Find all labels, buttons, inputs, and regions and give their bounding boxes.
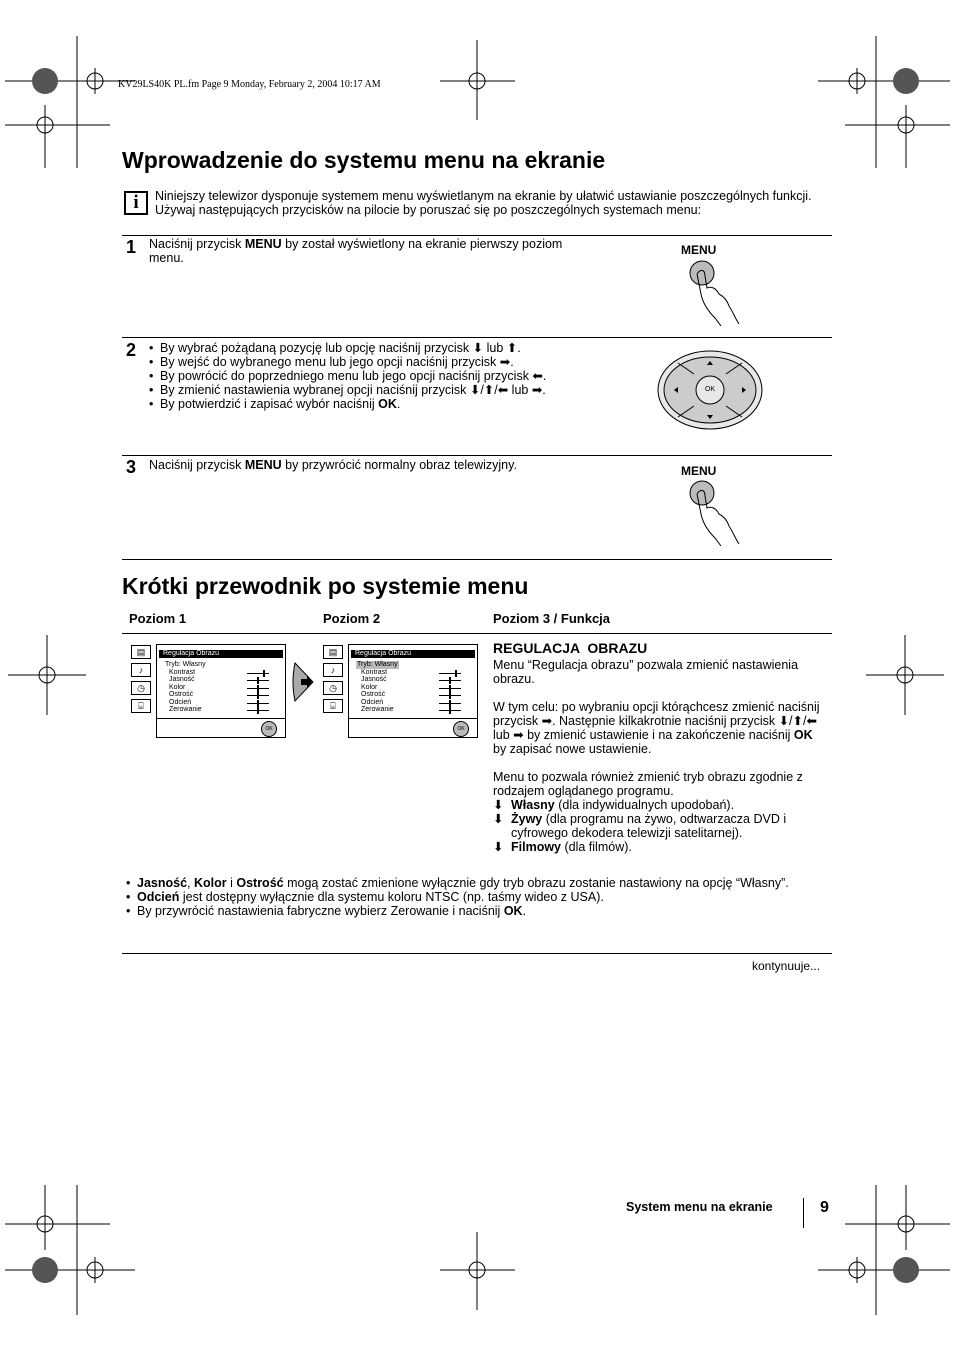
level3-heading: Poziom 3 / Funkcja: [493, 611, 611, 626]
paragraph: Menu “Regulacja obrazu” pozwala zmienić nastawienia obrazu.: [493, 658, 799, 686]
info-icon: i: [124, 191, 148, 215]
list-item: • By wybrać pożądaną pozycję lub opcję naciśnij przycisk ⬇ lub ⬆.: [148, 341, 618, 355]
divider: [122, 235, 832, 236]
hand-pressing-menu-icon: [683, 258, 743, 326]
slider-kolor: [439, 688, 461, 689]
file-meta-header: KV29LS40K PL.fm Page 9 Monday, February 2, 2004 10:17 AM: [118, 79, 381, 90]
divider: [122, 337, 832, 338]
slider-jasnosc: [247, 680, 269, 681]
menu-item: Zerowanie: [169, 706, 202, 713]
menu-item: Odcień: [361, 699, 384, 706]
menu-item: Kolor: [169, 684, 186, 691]
slider-ostrosc: [439, 695, 461, 696]
menu-item: Kontrast: [169, 669, 196, 676]
picture-menu-icon: ▤: [131, 645, 151, 659]
menu-item: Kolor: [361, 684, 378, 691]
function-description: [493, 658, 828, 854]
footer-divider: [803, 1198, 804, 1228]
step2-list: [148, 341, 618, 411]
level1-menu-screen: [156, 644, 286, 738]
list-item: • By przywrócić nastawienia fabryczne wybierz Zerowanie i naciśnij OK.: [125, 904, 805, 918]
notes-list: [125, 876, 805, 918]
level1-heading: Poziom 1: [129, 611, 187, 626]
setup-menu-icon: ⌸: [323, 699, 343, 713]
divider: [122, 953, 832, 954]
picture-menu-icon: ▤: [323, 645, 343, 659]
step3-text: Naciśnij przycisk MENU by przywrócić normalny obraz telewizyjny.: [149, 458, 517, 472]
list-item: • Odcień jest dostępny wyłącznie dla systemu koloru NTSC (np. taśmy wideo z USA).: [125, 890, 805, 904]
slider-kontrast: [247, 673, 269, 674]
step-number: 2: [126, 340, 137, 360]
timer-menu-icon: ◷: [131, 681, 151, 695]
menu-screen-title: Regulacja Obrazu: [351, 650, 475, 658]
menu-item: Tryb: Własny: [165, 661, 206, 668]
slider-zerowanie: [439, 710, 461, 711]
slider-odcien: [439, 703, 461, 704]
intro-text: Niniejszy telewizor dysponuje systemem menu wyświetlanym na ekranie by ułatwić ustawianie poszczególnych funkcji. Używaj następujących przycisków na pilocie by poruszać się po poszczególnych systemach menu:: [155, 189, 812, 217]
list-item: • By potwierdzić i zapisać wybór naciśnij OK.: [148, 397, 618, 411]
menu-item: Ostrość: [361, 691, 386, 698]
menu-button-label: MENU: [681, 464, 717, 478]
menu-item: Zerowanie: [361, 706, 394, 713]
divider: [122, 455, 832, 456]
hand-pressing-menu-icon: [683, 478, 743, 546]
slider-ostrosc: [247, 695, 269, 696]
slider-odcien: [247, 703, 269, 704]
menu-item: Odcień: [169, 699, 192, 706]
step-number: 3: [126, 457, 137, 477]
slider-kontrast: [439, 673, 461, 674]
list-item: • By zmienić nastawienia wybranej opcji naciśnij przycisk ⬇/⬆/⬅ lub ➡.: [148, 383, 618, 397]
ok-icon: OK: [453, 721, 469, 737]
level2-menu-screen: [348, 644, 478, 738]
setup-menu-icon: ⌸: [131, 699, 151, 713]
menu-button-label: MENU: [681, 243, 717, 257]
ok-button-label: OK: [704, 386, 716, 393]
function-title: REGULACJA OBRAZU: [493, 640, 648, 656]
mode-item: ⬇ Żywy (dla programu na żywo, odtwarzacza DVD i cyfrowego dekodera telewizji satelitarnej).: [493, 812, 787, 840]
paragraph: W tym celu: po wybraniu opcji którąchcesz zmienić naciśnij przycisk ➡. Następnie kilkakrotnie naciśnij przycisk ⬇/⬆/⬅ lub ➡ by zmienić ustawienie i na zakończenie naciśnij OK by zapisać nowe ustawienie.: [493, 700, 820, 756]
timer-menu-icon: ◷: [323, 681, 343, 695]
divider: [122, 633, 832, 634]
list-item: • By wejść do wybranego menu lub jego opcji naciśnij przycisk ➡.: [148, 355, 618, 369]
menu-item: Ostrość: [169, 691, 194, 698]
sound-menu-icon: ♪: [323, 663, 343, 677]
paragraph: Menu to pozwala również zmienić tryb obrazu zgodnie z rodzajem oglądanego programu.: [493, 770, 803, 798]
slider-jasnosc: [439, 680, 461, 681]
list-item: • By powrócić do poprzedniego menu lub jego opcji naciśnij przycisk ⬅.: [148, 369, 618, 383]
level2-heading: Poziom 2: [323, 611, 381, 626]
menu-item: Kontrast: [361, 669, 388, 676]
step1-text: Naciśnij przycisk MENU by został wyświetlony na ekranie pierwszy poziom menu.: [149, 237, 563, 265]
sound-menu-icon: ♪: [131, 663, 151, 677]
step-number: 1: [126, 237, 137, 257]
slider-kolor: [247, 688, 269, 689]
divider: [122, 559, 832, 560]
footer-section-name: System menu na ekranie: [626, 1200, 773, 1214]
list-item: • Jasność, Kolor i Ostrość mogą zostać zmienione wyłącznie gdy tryb obrazu zostanie nastawiony na opcję “Własny”.: [125, 876, 805, 890]
continue-note: kontynuuje...: [752, 959, 821, 973]
mode-item: ⬇ Filmowy (dla filmów).: [493, 840, 632, 854]
menu-screen-title: Regulacja Obrazu: [159, 650, 283, 658]
menu-item: Jasność: [361, 676, 387, 683]
section-title-quick-guide: Krótki przewodnik po systemie menu: [122, 573, 529, 599]
ok-icon: OK: [261, 721, 277, 737]
mode-item: ⬇ Własny (dla indywidualnych upodobań).: [493, 798, 735, 812]
page-number: 9: [820, 1199, 829, 1216]
right-arrow-icon: [291, 661, 317, 703]
menu-item: Jasność: [169, 676, 195, 683]
section-title-intro: Wprowadzenie do systemu menu na ekranie: [122, 147, 606, 173]
menu-item-selected: Tryb: Własny: [357, 661, 398, 668]
slider-zerowanie: [247, 710, 269, 711]
